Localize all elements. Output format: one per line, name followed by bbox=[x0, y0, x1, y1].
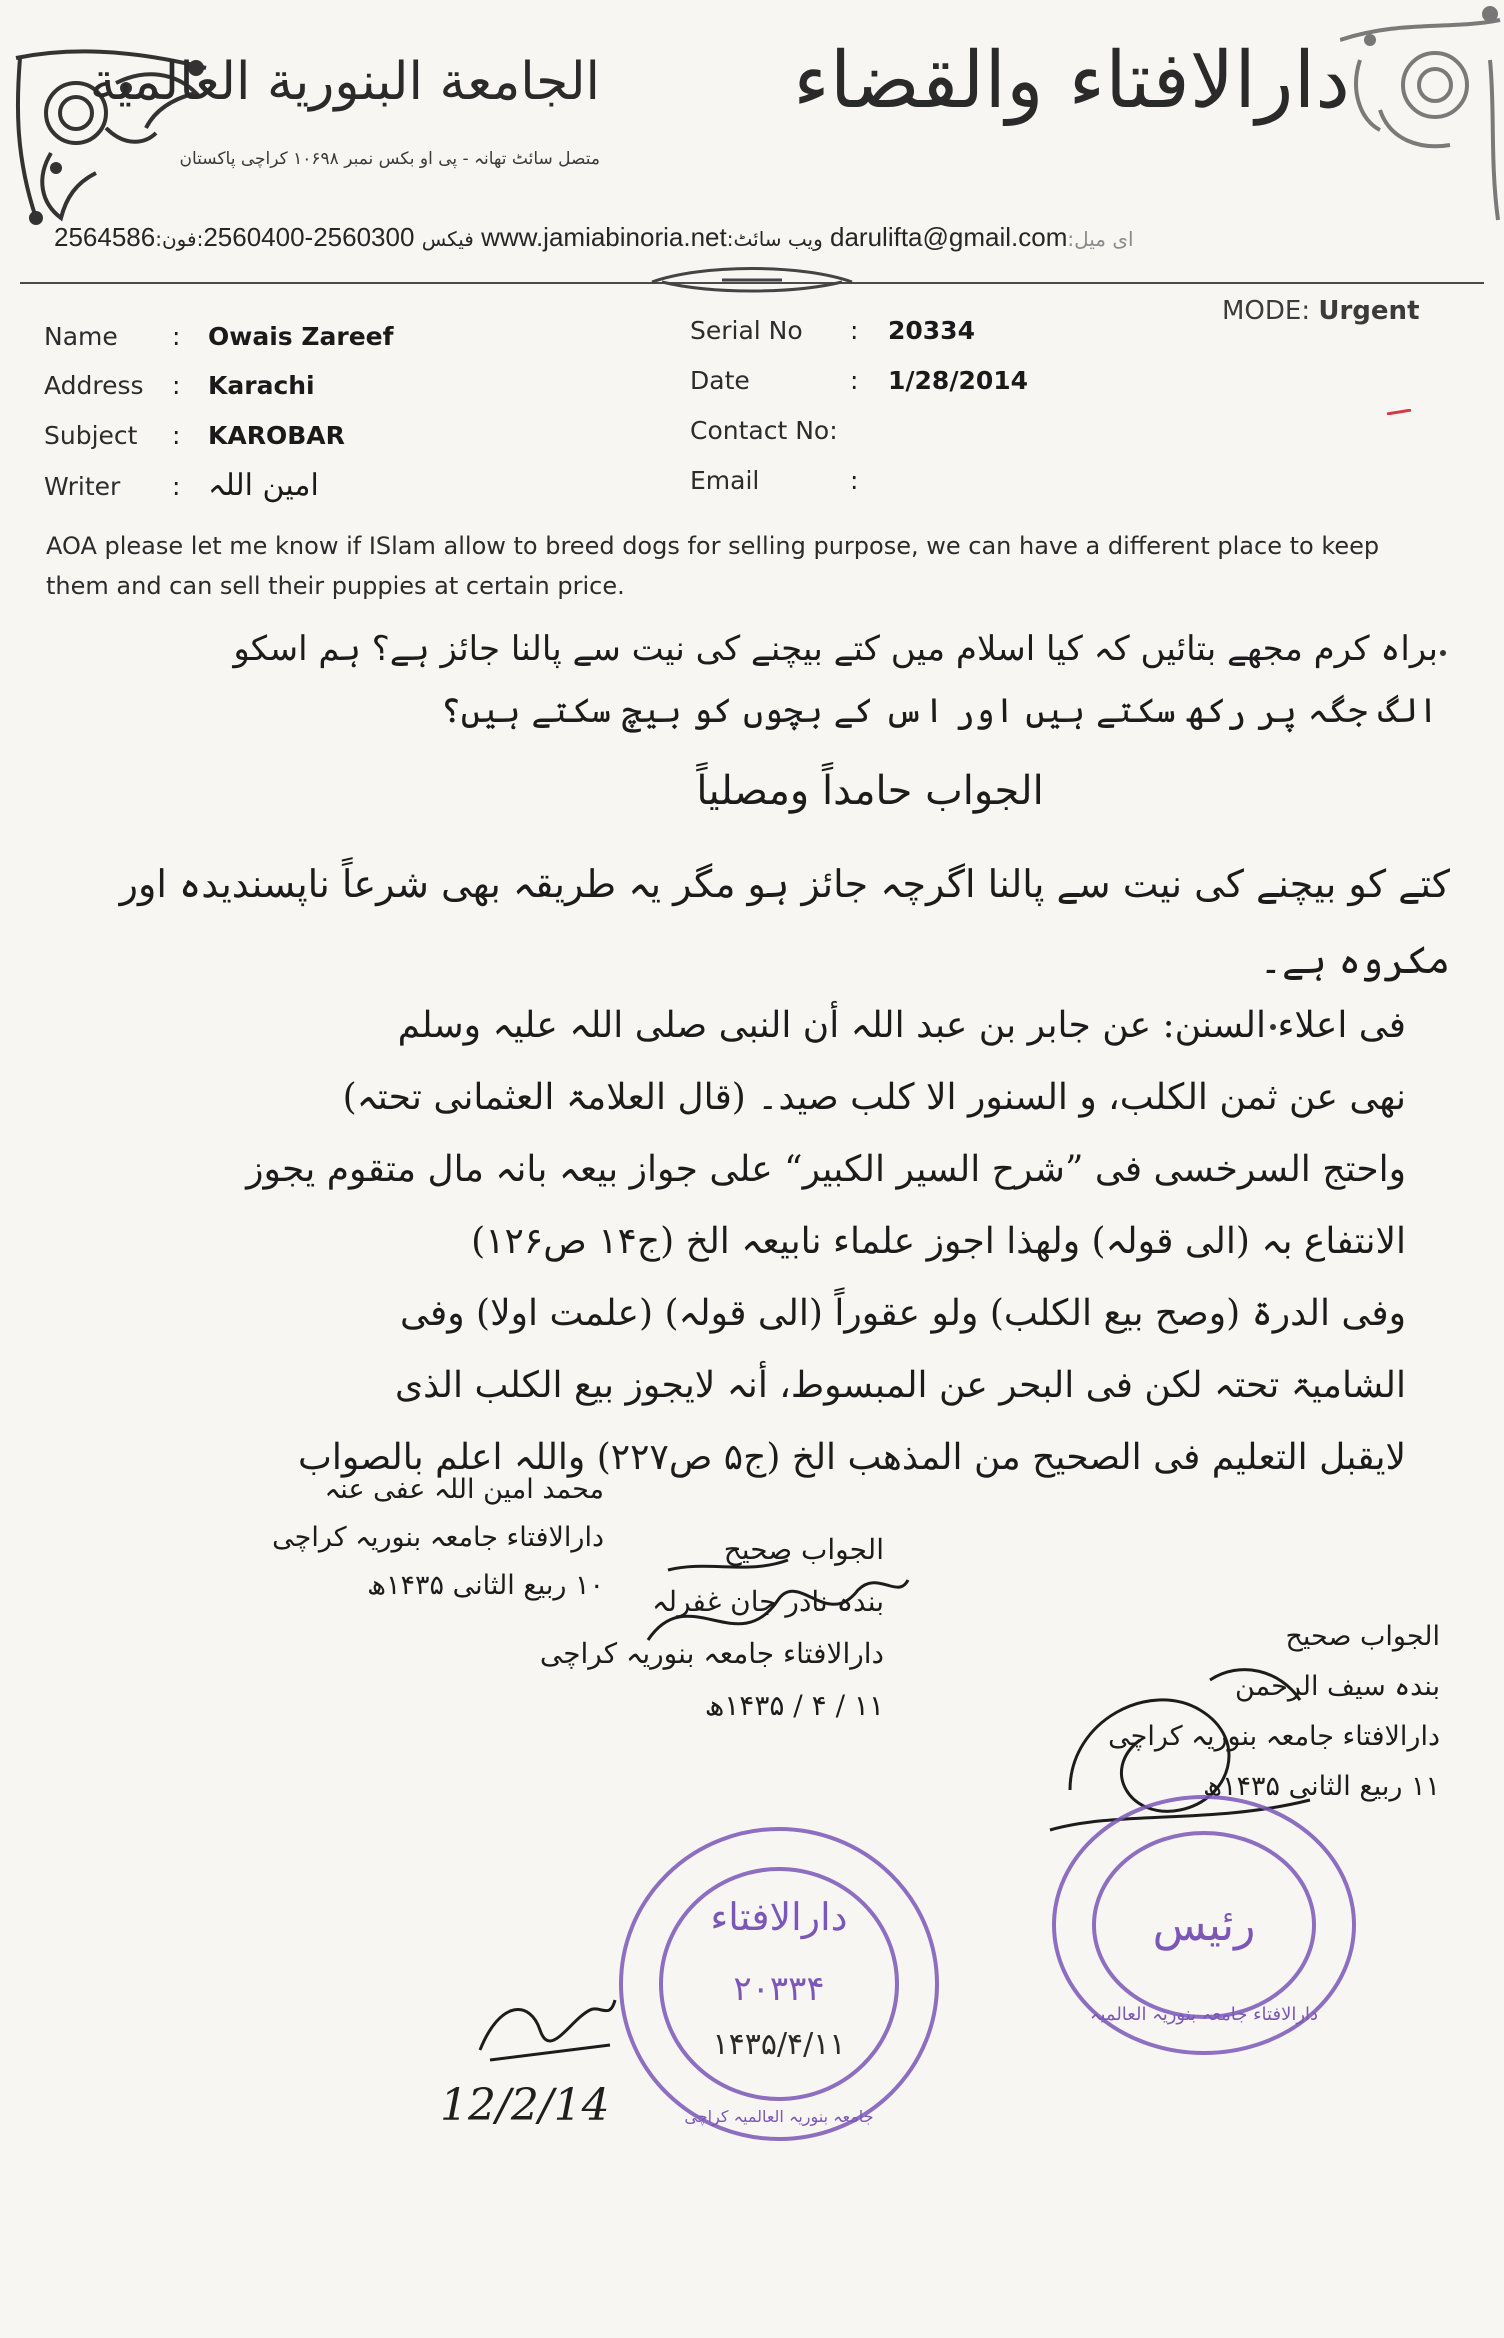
fax-label: :فیکس bbox=[155, 227, 474, 251]
date-label: Date bbox=[690, 366, 750, 395]
official-stamp-1 bbox=[614, 1822, 944, 2147]
official-stamp-2 bbox=[1048, 1790, 1360, 2060]
reference-line: الانتفاع بہ (الی قولہ) ولھذا اجوز علماء نابیعہ الخ (ج۱۴ ص۱۲۶) bbox=[471, 1221, 1406, 1262]
website-label: :ویب سائٹ bbox=[726, 227, 823, 251]
subject-label: Subject bbox=[44, 421, 138, 450]
date-value: 1/28/2014 bbox=[888, 366, 1029, 395]
date-field bbox=[690, 366, 1029, 395]
writer-value: امین اللہ bbox=[208, 468, 319, 503]
serial-label: Serial No bbox=[690, 316, 803, 345]
mode-label: MODE: bbox=[1222, 296, 1311, 326]
writer-colon: : bbox=[172, 472, 181, 501]
stamp-2-ring: دارالافتاء جامعہ بنوریہ العالمیہ bbox=[1089, 2004, 1319, 2025]
question-urdu-line: براہ کرم مجھے بتائیں کہ کیا اسلام میں کتے بیچنے کی نیت سے پالنا جائز ہے؟ ہم اسکو bbox=[233, 629, 1438, 669]
bullet-dot bbox=[1440, 650, 1446, 656]
divider-ornament-icon bbox=[642, 258, 862, 298]
stamp-1-top: دارالافتاء bbox=[710, 1895, 848, 1939]
verifier-2-institution: دارالافتاء جامعہ بنوریہ کراچی bbox=[1108, 1721, 1440, 1752]
department-name-arabic: دارالافتاء والقضاء bbox=[793, 36, 1350, 126]
bottom-date: 12/2/14 bbox=[440, 2080, 610, 2131]
stamp-1-number: ۲۰۳۳۴ bbox=[733, 1969, 825, 2009]
mufti-date: ۱۰ ربیع الثانی ۱۴۳۵ھ bbox=[367, 1570, 604, 1601]
fax-number: 2564586 bbox=[54, 222, 156, 252]
reference-line: فی اعلاء السنن: عن جابر بن عبد اللہ أن النبی صلی اللہ علیہ وسلم bbox=[397, 1005, 1406, 1046]
phone-label: :فون bbox=[161, 227, 204, 251]
stamp-2-title: رئیس bbox=[1152, 1900, 1256, 1951]
email-colon: : bbox=[850, 466, 859, 495]
answer-urdu-line: مکروہ ہے۔ bbox=[1259, 938, 1450, 982]
contact-label: Contact No: bbox=[690, 416, 838, 445]
answer-arabic-references bbox=[246, 990, 1406, 1494]
question-urdu-line: الگ جگہ پر رکھ سکتے ہیں اور اس کے بچوں کو بیچ سکتے ہیں؟ bbox=[440, 691, 1438, 731]
reference-line: واحتج السرخسی فی ”شرح السیر الکبیر“ علی جواز بیعہ بانہ مال متقوم یجوز bbox=[246, 1149, 1406, 1190]
name-value: Owais Zareef bbox=[208, 322, 394, 351]
verifier-1-name: بندہ نادر جان غفرلہ bbox=[652, 1585, 884, 1618]
verifier-2-heading: الجواب صحیح bbox=[1285, 1621, 1440, 1652]
verifier-1-signature-icon bbox=[628, 1540, 918, 1680]
red-mark bbox=[1386, 400, 1412, 406]
email-link[interactable]: darulifta@gmail.com bbox=[830, 222, 1068, 252]
org-name-arabic: الجامعة البنورية العالمية bbox=[89, 52, 600, 112]
name-label: Name bbox=[44, 322, 118, 351]
stamp-1-date: ۱۴۳۵/۴/۱۱ bbox=[712, 2027, 846, 2062]
question-urdu bbox=[233, 618, 1438, 742]
verifier-1-date: ۱۱ / ۴ / ۱۴۳۵ھ bbox=[704, 1689, 884, 1722]
website-link[interactable]: www.jamiabinoria.net bbox=[481, 222, 727, 252]
verifier-2-date: ۱۱ ربیع الثانی ۱۴۳۵ھ bbox=[1203, 1771, 1440, 1802]
stamp-1-ring: جامعہ بنوریہ العالمیہ کراچی bbox=[684, 2107, 874, 2126]
name-colon: : bbox=[172, 322, 181, 351]
mode-value: Urgent bbox=[1318, 296, 1420, 326]
question-english: AOA please let me know if ISlam allow to breed dogs for selling purpose, we can have a different place to keep them and can sell their puppies at certain price. bbox=[46, 532, 1380, 600]
subject-colon: : bbox=[172, 421, 181, 450]
verifier-1-heading: الجواب صحیح bbox=[723, 1533, 884, 1566]
email-field bbox=[690, 466, 859, 495]
mufti-institution: دارالافتاء جامعہ بنوریہ کراچی bbox=[272, 1522, 604, 1553]
mufti-name: محمد امین اللہ عفی عنہ bbox=[324, 1474, 604, 1505]
email-label: Email bbox=[690, 466, 760, 495]
mode-indicator bbox=[1222, 296, 1420, 326]
answer-heading: الجواب حامداً ومصلیاً bbox=[696, 768, 1044, 814]
reference-line: الشامیۃ تحتہ لکن فی البحر عن المبسوط، أنہ لایجوز بیع الکلب الذی bbox=[394, 1365, 1406, 1406]
contact-line bbox=[54, 222, 1454, 253]
serial-colon: : bbox=[850, 316, 859, 345]
address-colon: : bbox=[172, 371, 181, 400]
reference-line: وفی الدرۃ (وصح بیع الکلب) ولو عقوراً (الی قولہ) (علمت اولا) وفی bbox=[400, 1293, 1406, 1334]
answer-urdu-line: کتے کو بیچنے کی نیت سے پالنا اگرچہ جائز ہو مگر یہ طریقہ بھی شرعاً ناپسندیدہ اور bbox=[119, 862, 1450, 906]
writer-field bbox=[44, 468, 319, 503]
verifier-1-institution: دارالافتاء جامعہ بنوریہ کراچی bbox=[539, 1637, 884, 1670]
email-label: :ای میل bbox=[1067, 227, 1134, 251]
subject-value: KAROBAR bbox=[208, 421, 345, 450]
name-field bbox=[44, 322, 394, 351]
reference-line: لایقبل التعلیم فی الصحیح من المذھب الخ (ج۵ ص۲۲۷) واللہ اعلم بالصواب bbox=[298, 1437, 1406, 1478]
verifier-2-name: بندہ سیف الرحمن bbox=[1234, 1671, 1440, 1702]
contact-field bbox=[690, 416, 838, 445]
answer-urdu bbox=[120, 846, 1450, 998]
right-ornament-icon bbox=[1340, 0, 1504, 225]
org-address-arabic: متصل سائٹ تھانہ - پی او بکس نمبر ۱۰۶۹۸ کراچی پاکستان bbox=[179, 149, 600, 169]
phone-number: 2560300-2560400 bbox=[203, 222, 415, 252]
address-field bbox=[44, 371, 315, 400]
reference-line: نھی عن ثمن الکلب، و السنور الا کلب صید۔ (قال العلامۃ العثمانی تحتہ) bbox=[342, 1077, 1406, 1118]
address-value: Karachi bbox=[208, 371, 315, 400]
writer-label: Writer bbox=[44, 472, 121, 501]
serial-field bbox=[690, 316, 975, 345]
address-label: Address bbox=[44, 371, 144, 400]
serial-value: 20334 bbox=[888, 316, 975, 345]
date-colon: : bbox=[850, 366, 859, 395]
initials-signature-icon bbox=[470, 1980, 620, 2070]
subject-field bbox=[44, 421, 345, 450]
